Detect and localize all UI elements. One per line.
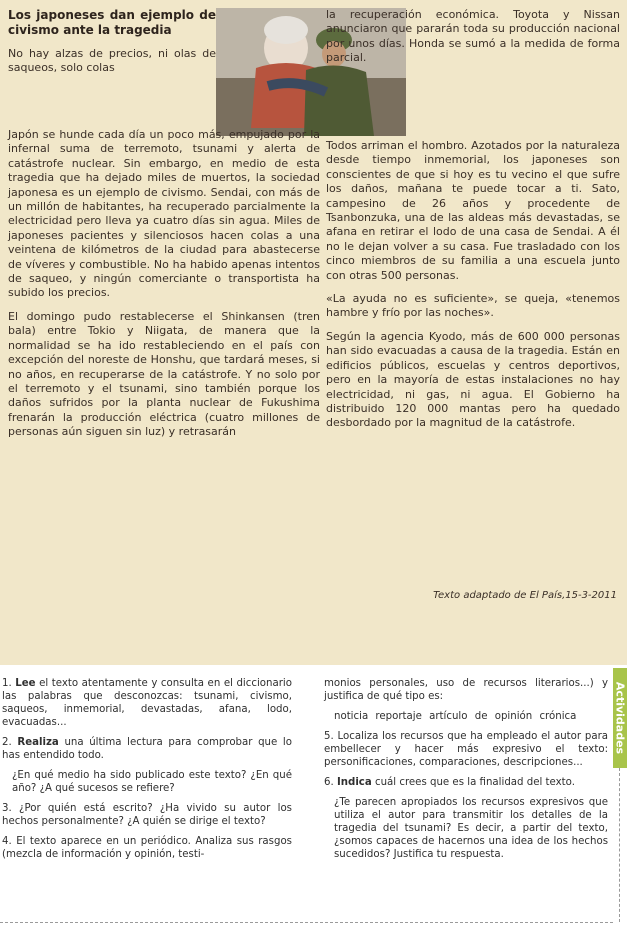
activity-number: 4.: [2, 836, 12, 847]
article-paragraph-6: Según la agencia Kyodo, más de 600 000 personas han sido evacuadas a causa de la tragedia. Están en edificios públicos, escuelas y centros deportivos, pero en la mayoría de estas instalaciones no hay electricidad, ni gas, ni agua. El Gobierno ha distribuido 120 000 mantas pero ha quedado desbordado por la magnitud de la catástrofe.: [326, 329, 620, 430]
article-paragraph-1: Japón se hunde cada día un poco más, empujado por la infernal suma de terremoto, tsunami y alerta de catástrofe nuclear. Sin embargo, en medio de esta tragedia que ha dejado miles de muertos, la sociedad japonesa es un ejemplo de civismo. Sendai, con más de un millón de habitantes, ha recuperado parcialmente la electricidad pero lleva ya cuatro días sin agua. Miles de japoneses pacientes y silenciosos hacen colas a una veintena de kilómetros de la ciudad para abastecerse de víveres y combustible. No ha habido apenas intentos de saqueo, y ningún comerciante o transportista ha subido los precios.: [8, 128, 320, 300]
activity-keyword: Lee: [15, 678, 36, 689]
article-right-top: [326, 8, 620, 75]
activity-4: [2, 835, 292, 861]
article-paragraph-2: El domingo pudo restablecerse el Shinkansen (tren bala) entre Tokio y Niigata, de manera que la normalidad se ha ido restableciendo en el país con excepción del noreste de Honshu, que tardará meses, si no años, en recuperarse de la catástrofe. Y no solo por el terremoto y el tsunami, sino también porque los daños sufridos por la planta nuclear de Fukushima frenarán la producción eléctrica (cuatro millones de personas aún siguen sin luz) y retrasarán: [8, 309, 320, 439]
article-left-column: [8, 128, 320, 449]
article-source: Texto adaptado de El País,15-3-2011: [433, 590, 617, 601]
activity-text: ¿Por quién está escrito? ¿Ha vivido su autor los hechos personalmente? ¿A quién se dirige el texto?: [2, 803, 292, 827]
activity-keyword: Indica: [336, 777, 372, 788]
activity-2-subquestion: ¿En qué medio ha sido publicado este texto? ¿En qué año? ¿A qué sucesos se refiere?: [12, 770, 292, 794]
dashed-border-right: [619, 768, 620, 922]
activities-left-column: [2, 677, 292, 868]
dashed-border-bottom: [0, 922, 613, 923]
activity-keyword: Realiza: [17, 737, 59, 748]
activity-number: 6.: [324, 777, 334, 788]
activity-2: [2, 736, 292, 762]
activity-4-continued: monios personales, uso de recursos literarios...) y justifica de qué tipo es:: [324, 678, 608, 702]
activities-section: [0, 665, 627, 930]
article-intro: [8, 8, 216, 85]
activity-number: 5.: [324, 731, 334, 742]
article-subheadline: No hay alzas de precios, ni olas de saqueos, solo colas: [8, 47, 216, 75]
activity-3: [2, 802, 292, 828]
activity-number: 3.: [2, 803, 12, 814]
activity-text: una última lectura para comprobar que lo has entendido todo.: [2, 737, 292, 761]
activity-text: Localiza los recursos que ha empleado el autor para embellecer y hacer más expresivo el texto: personificaciones, comparaciones, descripciones...: [324, 731, 608, 768]
article-paragraph-3: la recuperación económica. Toyota y Nissan anunciaron que pararán toda su producción nacional por unos días. Honda se sumó a la medida de forma parcial.: [326, 8, 620, 65]
activity-text: cuál crees que es la finalidad del texto.: [374, 777, 575, 788]
activity-1: [2, 677, 292, 729]
activity-5: [324, 730, 608, 769]
article-paragraph-4: Todos arriman el hombro. Azotados por la naturaleza desde tiempo inmemorial, los japoneses son conscientes de que si hoy es tu vecino el que sufre los daños, mañana te puede tocar a ti. Sato, campesino de 26 años y procedente de Tsanbonzuka, una de las aldeas más devastadas, se afana en retirar el lodo de una casa de Sendai. A él no le dejan volver a su casa. Fue trasladado con los cinco miembros de su familia a una escuela junto con otras 500 personas.: [326, 139, 620, 282]
activity-number: 2.: [2, 737, 12, 748]
activity-text: el texto atentamente y consulta en el diccionario las palabras que desconozcas: tsunami, civismo, saqueos, inmemorial, devastadas, afana, lodo, evacuadas...: [2, 678, 292, 728]
activity-number: 1.: [2, 678, 12, 689]
article-paragraph-5: «La ayuda no es suficiente», se queja, «tenemos hambre y frío por las noches».: [326, 292, 620, 320]
activity-6: [324, 776, 608, 789]
activity-text: El texto aparece en un periódico. Analiza sus rasgos (mezcla de información y opinión, testi-: [2, 836, 292, 860]
activities-tab-label: Actividades: [613, 681, 627, 755]
activities-right-column: [324, 677, 608, 868]
activities-tab: [613, 668, 627, 768]
article-right-column: [326, 139, 620, 440]
article-headline: Los japoneses dan ejemplo de civismo ante la tragedia: [8, 8, 216, 37]
activity-6-subquestion: ¿Te parecen apropiados los recursos expresivos que utiliza el autor para transmitir los detalles de la tragedia del tsunami? Es decir, a partir del texto, ¿somos capaces de hacernos una idea de los hechos sucedidos? Justifica tu respuesta.: [334, 797, 608, 860]
activity-4-options: noticia reportaje artículo de opinión crónica: [334, 711, 577, 722]
